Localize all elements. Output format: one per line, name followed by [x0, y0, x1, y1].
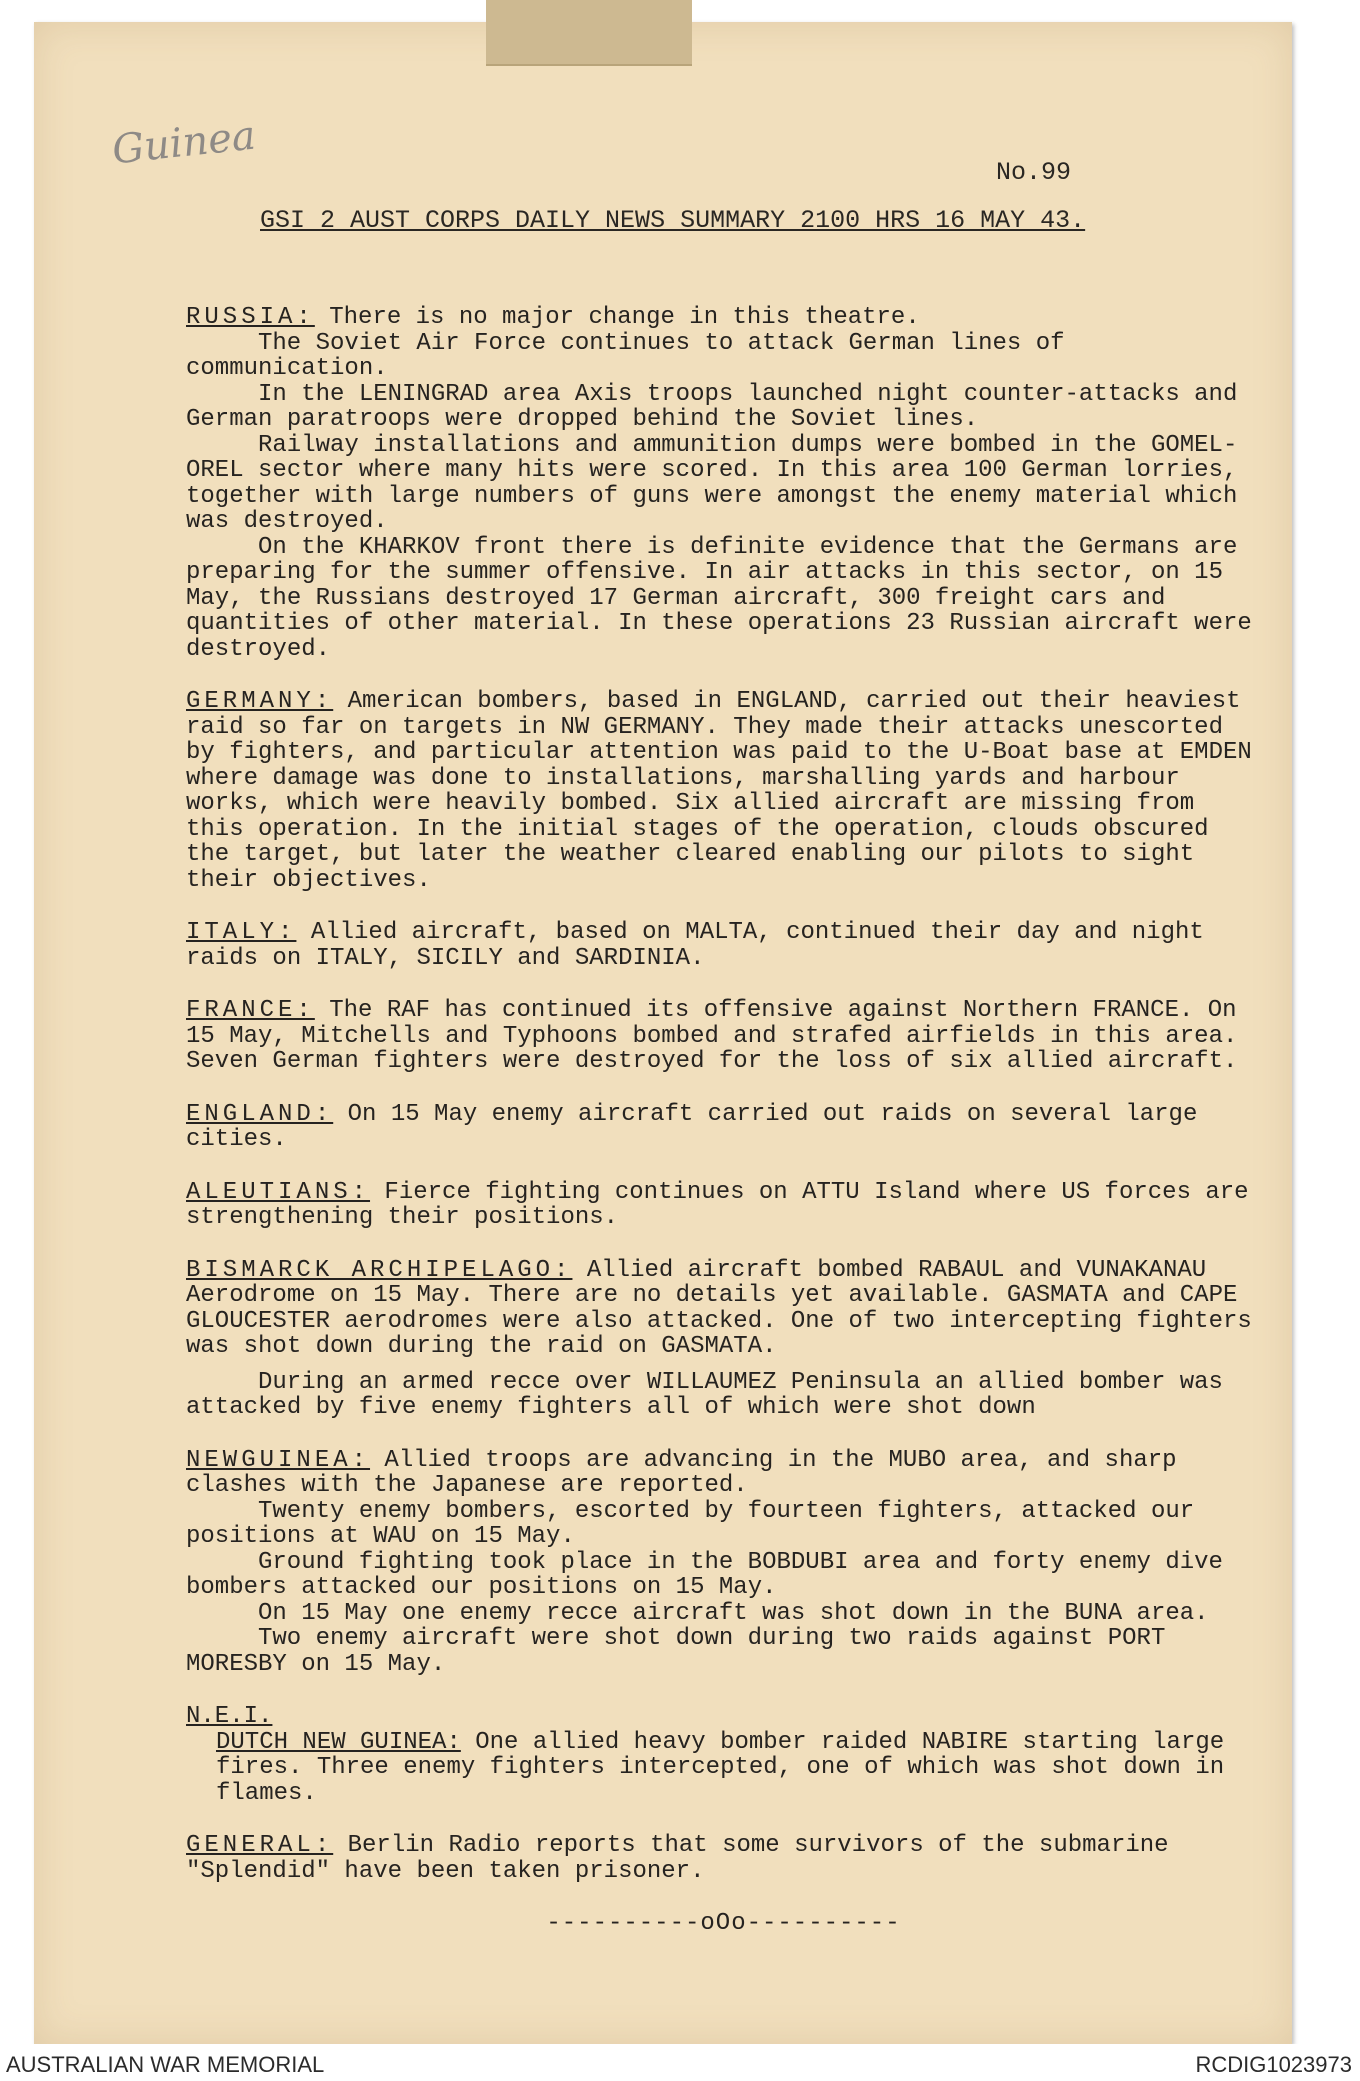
section-germany: [186, 689, 1261, 893]
section-heading: ENGLAND:: [186, 1100, 334, 1128]
section-nei: [186, 1704, 1261, 1806]
section-lead: American bombers, based in ENGLAND, carried out their heaviest raid so far on targets in NW GERMANY. They made their attacks unescorted by fighters, and particular attention was paid to the U-Boat base at EMDEN where damage was done to installations, marshalling yards and harbour works, which were heavily bombed. Six allied aircraft are missing from this operation. In the initial stages of the operation, clouds obscured the target, but later the weather cleared enabling our pilots to sight their objectives.: [186, 688, 1252, 894]
paragraph: In the LENINGRAD area Axis troops launched night counter-attacks and German paratroops were dropped behind the Soviet lines.: [186, 380, 1238, 433]
paragraph: During an armed recce over WILLAUMEZ Peninsula an allied bomber was attacked by five enemy fighters all of which were shot down: [186, 1368, 1223, 1421]
section-heading: ALEUTIANS:: [186, 1178, 371, 1206]
archive-footer: [0, 2044, 1360, 2081]
section-lead: Allied aircraft bombed RABAUL and VUNAKANAU Aerodrome on 15 May. There are no details yet available. GASMATA and CAPE GLOUCESTER aerodromes were also attacked. One of two intercepting fighters was shot down during the raid on GASMATA.: [186, 1256, 1252, 1360]
section-france: [186, 998, 1261, 1075]
section-lead: Berlin Radio reports that some survivors of the submarine "Splendid" have been taken prisoner.: [186, 1832, 1169, 1885]
section-heading: N.E.I.: [186, 1703, 273, 1730]
paragraph: On the KHARKOV front there is definite evidence that the Germans are preparing for the summer offensive. In air attacks in this sector, on 15 May, the Russians destroyed 17 German aircraft, 300 freight cars and quantities of other material. In these operations 23 Russian aircraft were destroyed.: [186, 533, 1252, 663]
paragraph: The Soviet Air Force continues to attack German lines of communication.: [186, 329, 1065, 382]
section-italy: [186, 920, 1261, 971]
section-bismarck-archipelago: [186, 1258, 1261, 1421]
section-aleutians: [186, 1180, 1261, 1231]
paper-tab: [486, 0, 692, 66]
section-heading: NEWGUINEA:: [186, 1446, 371, 1474]
section-russia: [186, 305, 1261, 662]
footer-source: AUSTRALIAN WAR MEMORIAL: [6, 2052, 325, 2077]
section-lead: Allied troops are advancing in the MUBO area, and sharp clashes with the Japanese are reported.: [186, 1446, 1177, 1499]
section-lead: Fierce fighting continues on ATTU Island where US forces are strengthening their positions.: [186, 1178, 1249, 1231]
section-general: [186, 1833, 1261, 1884]
section-heading: GERMANY:: [186, 688, 334, 715]
section-england: [186, 1102, 1261, 1153]
section-lead: The RAF has continued its offensive against Northern FRANCE. On 15 May, Mitchells and Typhoons bombed and strafed airfields in this area. Seven German fighters were destroyed for the loss of six allied aircraft.: [186, 997, 1238, 1075]
section-subheading: DUTCH NEW GUINEA:: [216, 1728, 461, 1756]
paragraph: Railway installations and ammunition dumps were bombed in the GOMEL-OREL sector where many hits were scored. In this area 100 German lorries, together with large numbers of guns were amongst the enemy material which was destroyed.: [186, 431, 1238, 535]
section-lead: On 15 May enemy aircraft carried out raids on several large cities.: [186, 1100, 1198, 1153]
paragraph: Twenty enemy bombers, escorted by fourteen fighters, attacked our positions at WAU on 15 May.: [186, 1497, 1195, 1550]
summary-body: [186, 305, 1261, 1937]
pencil-note: Guinea: [109, 112, 258, 174]
end-mark: ----------oOo----------: [546, 1910, 901, 1937]
section-lead: Allied aircraft, based on MALTA, continued their day and night raids on ITALY, SICILY and SARDINIA.: [186, 919, 1204, 972]
paragraph: Two enemy aircraft were shot down during two raids against PORT MORESBY on 15 May.: [186, 1625, 1166, 1678]
section-heading: FRANCE:: [186, 997, 315, 1024]
section-new-guinea: [186, 1448, 1261, 1678]
document-number: No.99: [996, 158, 1072, 187]
section-lead: One allied heavy bomber raided NABIRE starting large fires. Three enemy fighters intercepted, one of which was shot down in flames.: [216, 1728, 1225, 1807]
paragraph: On 15 May one enemy recce aircraft was shot down in the BUNA area.: [258, 1599, 1209, 1627]
paragraph: Ground fighting took place in the BOBDUBI area and forty enemy dive bombers attacked our positions on 15 May.: [186, 1548, 1223, 1601]
section-heading: BISMARCK ARCHIPELAGO:: [186, 1256, 573, 1284]
section-heading: GENERAL:: [186, 1832, 334, 1859]
footer-id: RCDIG1023973: [1195, 2052, 1352, 2077]
section-heading: RUSSIA:: [186, 304, 315, 331]
section-lead: There is no major change in this theatre.: [314, 304, 920, 331]
section-heading: ITALY:: [186, 919, 297, 946]
document-title: GSI 2 AUST CORPS DAILY NEWS SUMMARY 2100 HRS 16 MAY 43.: [260, 206, 1086, 235]
